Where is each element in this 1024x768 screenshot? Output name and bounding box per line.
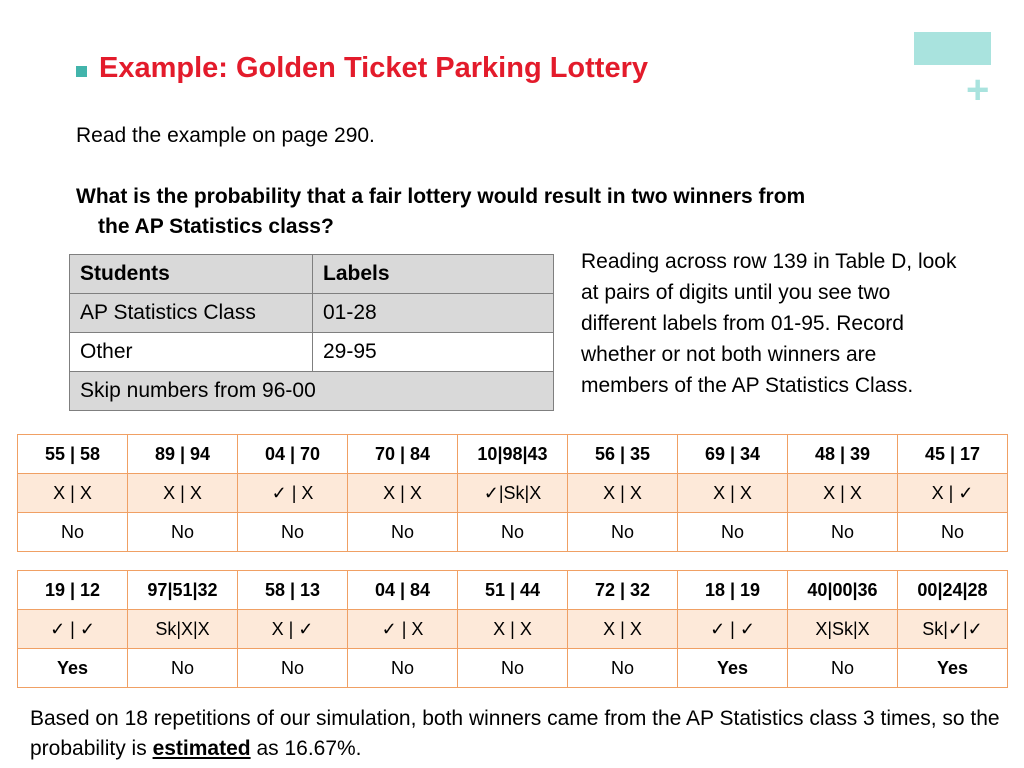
digit-pair-cell: 48 | 39 bbox=[788, 435, 898, 474]
digit-pair-cell: 40|00|36 bbox=[788, 571, 898, 610]
table-row bbox=[70, 372, 554, 411]
header-students: Students bbox=[70, 255, 313, 294]
estimated-emphasis: estimated bbox=[152, 737, 251, 760]
result-cell: No bbox=[348, 513, 458, 552]
result-cell: No bbox=[568, 649, 678, 688]
mark-cell: X | X bbox=[458, 610, 568, 649]
result-cell: No bbox=[238, 513, 348, 552]
result-cell: No bbox=[458, 513, 568, 552]
result-cell: No bbox=[568, 513, 678, 552]
mark-cell: X | X bbox=[128, 474, 238, 513]
mark-cell: Sk|X|X bbox=[128, 610, 238, 649]
square-bullet-icon bbox=[76, 66, 87, 77]
mark-cell: X | X bbox=[788, 474, 898, 513]
mark-cell: X | X bbox=[568, 610, 678, 649]
mark-cell: Sk|✓|✓ bbox=[898, 610, 1008, 649]
slide-title: Example: Golden Ticket Parking Lottery bbox=[99, 52, 649, 84]
digit-pair-cell: 69 | 34 bbox=[678, 435, 788, 474]
mark-cell: X|Sk|X bbox=[788, 610, 898, 649]
result-cell: Yes bbox=[898, 649, 1008, 688]
mark-cell: ✓ | X bbox=[238, 474, 348, 513]
digit-pair-cell: 04 | 70 bbox=[238, 435, 348, 474]
result-cell: No bbox=[128, 513, 238, 552]
result-cell: No bbox=[898, 513, 1008, 552]
mark-cell: ✓ | ✓ bbox=[18, 610, 128, 649]
digit-pair-cell: 55 | 58 bbox=[18, 435, 128, 474]
mark-cell: X | X bbox=[678, 474, 788, 513]
result-cell: No bbox=[238, 649, 348, 688]
result-cell: No bbox=[678, 513, 788, 552]
result-cell: Yes bbox=[678, 649, 788, 688]
digit-pair-cell: 04 | 84 bbox=[348, 571, 458, 610]
digit-pair-cell: 58 | 13 bbox=[238, 571, 348, 610]
mark-cell: X | ✓ bbox=[238, 610, 348, 649]
decorative-rectangle bbox=[914, 32, 991, 65]
mark-cell: X | X bbox=[568, 474, 678, 513]
digit-pair-cell: 97|51|32 bbox=[128, 571, 238, 610]
digit-pair-cell: 51 | 44 bbox=[458, 571, 568, 610]
digit-pair-cell: 18 | 19 bbox=[678, 571, 788, 610]
mark-cell: ✓ | X bbox=[348, 610, 458, 649]
digit-pair-cell: 00|24|28 bbox=[898, 571, 1008, 610]
student-group: AP Statistics Class bbox=[70, 294, 313, 333]
simulation-table-1 bbox=[17, 434, 1008, 552]
mark-cell: X | X bbox=[348, 474, 458, 513]
digit-pair-cell: 56 | 35 bbox=[568, 435, 678, 474]
digit-pair-cell: 19 | 12 bbox=[18, 571, 128, 610]
marks-row bbox=[18, 474, 1008, 513]
simulation-table-2 bbox=[17, 570, 1008, 688]
label-range: 29-95 bbox=[313, 333, 554, 372]
plus-icon: + bbox=[966, 68, 990, 112]
marks-row bbox=[18, 610, 1008, 649]
question-text: What is the probability that a fair lottery would result in two winners from the AP Statistics class? bbox=[76, 185, 806, 238]
result-cell: No bbox=[18, 513, 128, 552]
conclusion-start: Based on 18 repetitions of our simulation, both winners came from the AP Statistics class 3 times, so the probability is bbox=[30, 707, 1000, 760]
conclusion-text bbox=[30, 704, 1000, 764]
mark-cell: ✓|Sk|X bbox=[458, 474, 568, 513]
result-cell: No bbox=[458, 649, 568, 688]
digit-pair-cell: 10|98|43 bbox=[458, 435, 568, 474]
table-row bbox=[70, 294, 554, 333]
results-row bbox=[18, 513, 1008, 552]
digit-pair-cell: 45 | 17 bbox=[898, 435, 1008, 474]
mark-cell: ✓ | ✓ bbox=[678, 610, 788, 649]
conclusion-end: as 16.67%. bbox=[250, 737, 362, 760]
result-cell: No bbox=[128, 649, 238, 688]
result-cell: No bbox=[788, 513, 898, 552]
header-labels: Labels bbox=[313, 255, 554, 294]
digits-row bbox=[18, 571, 1008, 610]
results-row bbox=[18, 649, 1008, 688]
digits-row bbox=[18, 435, 1008, 474]
student-group: Other bbox=[70, 333, 313, 372]
instructions-text: Reading across row 139 in Table D, look at pairs of digits until you see two different labels from 01-95. Record whether or not both winners are members of the AP Statistics Class. bbox=[581, 250, 957, 397]
skip-note: Skip numbers from 96-00 bbox=[70, 372, 554, 411]
digit-pair-cell: 72 | 32 bbox=[568, 571, 678, 610]
label-range: 01-28 bbox=[313, 294, 554, 333]
labels-table bbox=[69, 254, 554, 411]
mark-cell: X | ✓ bbox=[898, 474, 1008, 513]
result-cell: No bbox=[348, 649, 458, 688]
intro-text: Read the example on page 290. bbox=[76, 124, 375, 147]
digit-pair-cell: 89 | 94 bbox=[128, 435, 238, 474]
labels-table-header bbox=[70, 255, 554, 294]
result-cell: No bbox=[788, 649, 898, 688]
table-row bbox=[70, 333, 554, 372]
result-cell: Yes bbox=[18, 649, 128, 688]
title-row bbox=[76, 52, 648, 85]
mark-cell: X | X bbox=[18, 474, 128, 513]
digit-pair-cell: 70 | 84 bbox=[348, 435, 458, 474]
